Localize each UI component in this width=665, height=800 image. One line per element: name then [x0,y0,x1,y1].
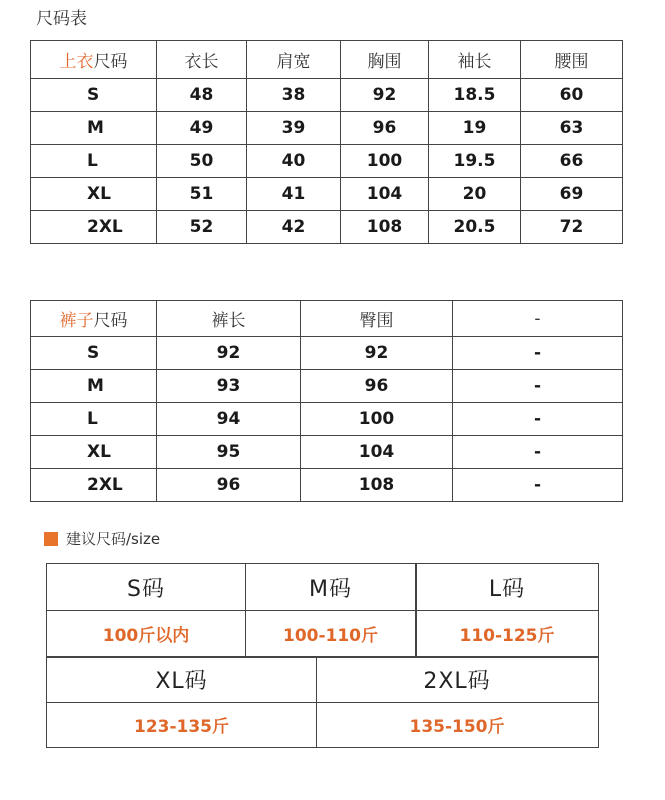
tops-value-cell: 104 [341,178,429,211]
pants-value-cell: 94 [157,403,301,436]
tops-value-cell: 38 [247,79,341,112]
rec-size-name: M码 [309,576,352,602]
rec-size-name: 2XL码 [423,669,491,694]
rec-size-cell [245,563,417,611]
pants-col-header: 裤长 [157,301,301,337]
tops-size-cell: S [31,79,157,112]
tops-col-header: 胸围 [341,41,429,79]
pants-value-cell: - [453,403,623,436]
tops-value-cell: 20.5 [429,211,521,244]
tops-header-row [31,41,623,79]
rec-size-cell [316,656,599,703]
rec-weight-cell [46,610,246,658]
pants-value-cell: 96 [157,469,301,502]
pants-value-cell: 108 [301,469,453,502]
rec-size-name: XL码 [155,669,208,694]
pants-row [31,403,623,436]
tops-value-cell: 19.5 [429,145,521,178]
tops-size-table [30,40,623,244]
tops-value-cell: 20 [429,178,521,211]
tops-value-cell: 50 [157,145,247,178]
recommendation-header [44,528,160,549]
rec-weight-value: 123-135斤 [133,717,230,737]
rec-size-cell [415,563,599,611]
tops-size-cell: L [31,145,157,178]
tops-col-header: 袖长 [429,41,521,79]
tops-col-header: 肩宽 [247,41,341,79]
rec-size-cell [46,563,246,611]
pants-value-cell: 96 [301,370,453,403]
rec-size-name: L码 [488,576,526,602]
rec-weight-value: 100-110斤 [282,626,379,646]
pants-row [31,436,623,469]
rec-weight-cell [245,610,417,658]
pants-size-cell: S [31,337,157,370]
pants-value-cell: 93 [157,370,301,403]
pants-value-cell: 95 [157,436,301,469]
pants-value-cell: 92 [301,337,453,370]
recommendation-row-names-2 [46,656,599,703]
page-title: 尺码表 [36,9,87,29]
tops-row [31,211,623,244]
pants-value-cell: - [453,469,623,502]
tops-value-cell: 18.5 [429,79,521,112]
tops-value-cell: 96 [341,112,429,145]
tops-row [31,112,623,145]
tops-value-cell: 92 [341,79,429,112]
tops-value-cell: 72 [521,211,623,244]
pants-row [31,337,623,370]
tops-value-cell: 100 [341,145,429,178]
tops-size-cell: 2XL [31,211,157,244]
recommendation-label: 建议尺码/size [66,530,161,548]
tops-size-header [31,41,157,79]
pants-value-cell: 104 [301,436,453,469]
rec-weight-cell [415,610,599,658]
tops-value-cell: 63 [521,112,623,145]
tops-value-cell: 49 [157,112,247,145]
tops-row [31,79,623,112]
tops-size-cell: M [31,112,157,145]
pants-col-header: 臀围 [301,301,453,337]
tops-value-cell: 108 [341,211,429,244]
tops-row [31,145,623,178]
tops-value-cell: 42 [247,211,341,244]
recommendation-row-names-1 [46,563,599,611]
tops-value-cell: 48 [157,79,247,112]
pants-col-header: - [453,301,623,337]
tops-size-cell: XL [31,178,157,211]
tops-value-cell: 41 [247,178,341,211]
rec-weight-value: 135-150斤 [409,717,505,737]
tops-value-cell: 60 [521,79,623,112]
tops-value-cell: 51 [157,178,247,211]
pants-header-accent: 裤子 [59,311,94,331]
pants-size-table [30,300,623,502]
pants-size-cell: M [31,370,157,403]
pants-size-header [31,301,157,337]
tops-col-header: 腰围 [521,41,623,79]
tops-value-cell: 52 [157,211,247,244]
rec-weight-cell [316,702,599,748]
tops-value-cell: 69 [521,178,623,211]
pants-size-cell: XL [31,436,157,469]
pants-row [31,469,623,502]
pants-size-cell: L [31,403,157,436]
pants-size-cell: 2XL [31,469,157,502]
tops-value-cell: 66 [521,145,623,178]
tops-header-rest: 尺码 [93,52,128,72]
rec-size-name: S码 [127,576,165,602]
tops-header-accent: 上衣 [59,52,94,72]
pants-value-cell: - [453,370,623,403]
rec-weight-value: 100斤以内 [102,626,190,646]
pants-value-cell: - [453,436,623,469]
rec-weight-cell [46,702,317,748]
tops-value-cell: 40 [247,145,341,178]
recommendation-row-weights-2 [46,702,599,748]
rec-weight-value: 110-125斤 [459,626,555,646]
pants-value-cell: - [453,337,623,370]
tops-value-cell: 19 [429,112,521,145]
rec-size-cell [46,656,317,703]
recommendation-row-weights-1 [46,610,599,658]
pants-value-cell: 100 [301,403,453,436]
tops-row [31,178,623,211]
tops-col-header: 衣长 [157,41,247,79]
pants-header-row [31,301,623,337]
orange-square-icon [44,532,58,546]
pants-row [31,370,623,403]
tops-value-cell: 39 [247,112,341,145]
pants-value-cell: 92 [157,337,301,370]
pants-header-rest: 尺码 [93,311,128,331]
